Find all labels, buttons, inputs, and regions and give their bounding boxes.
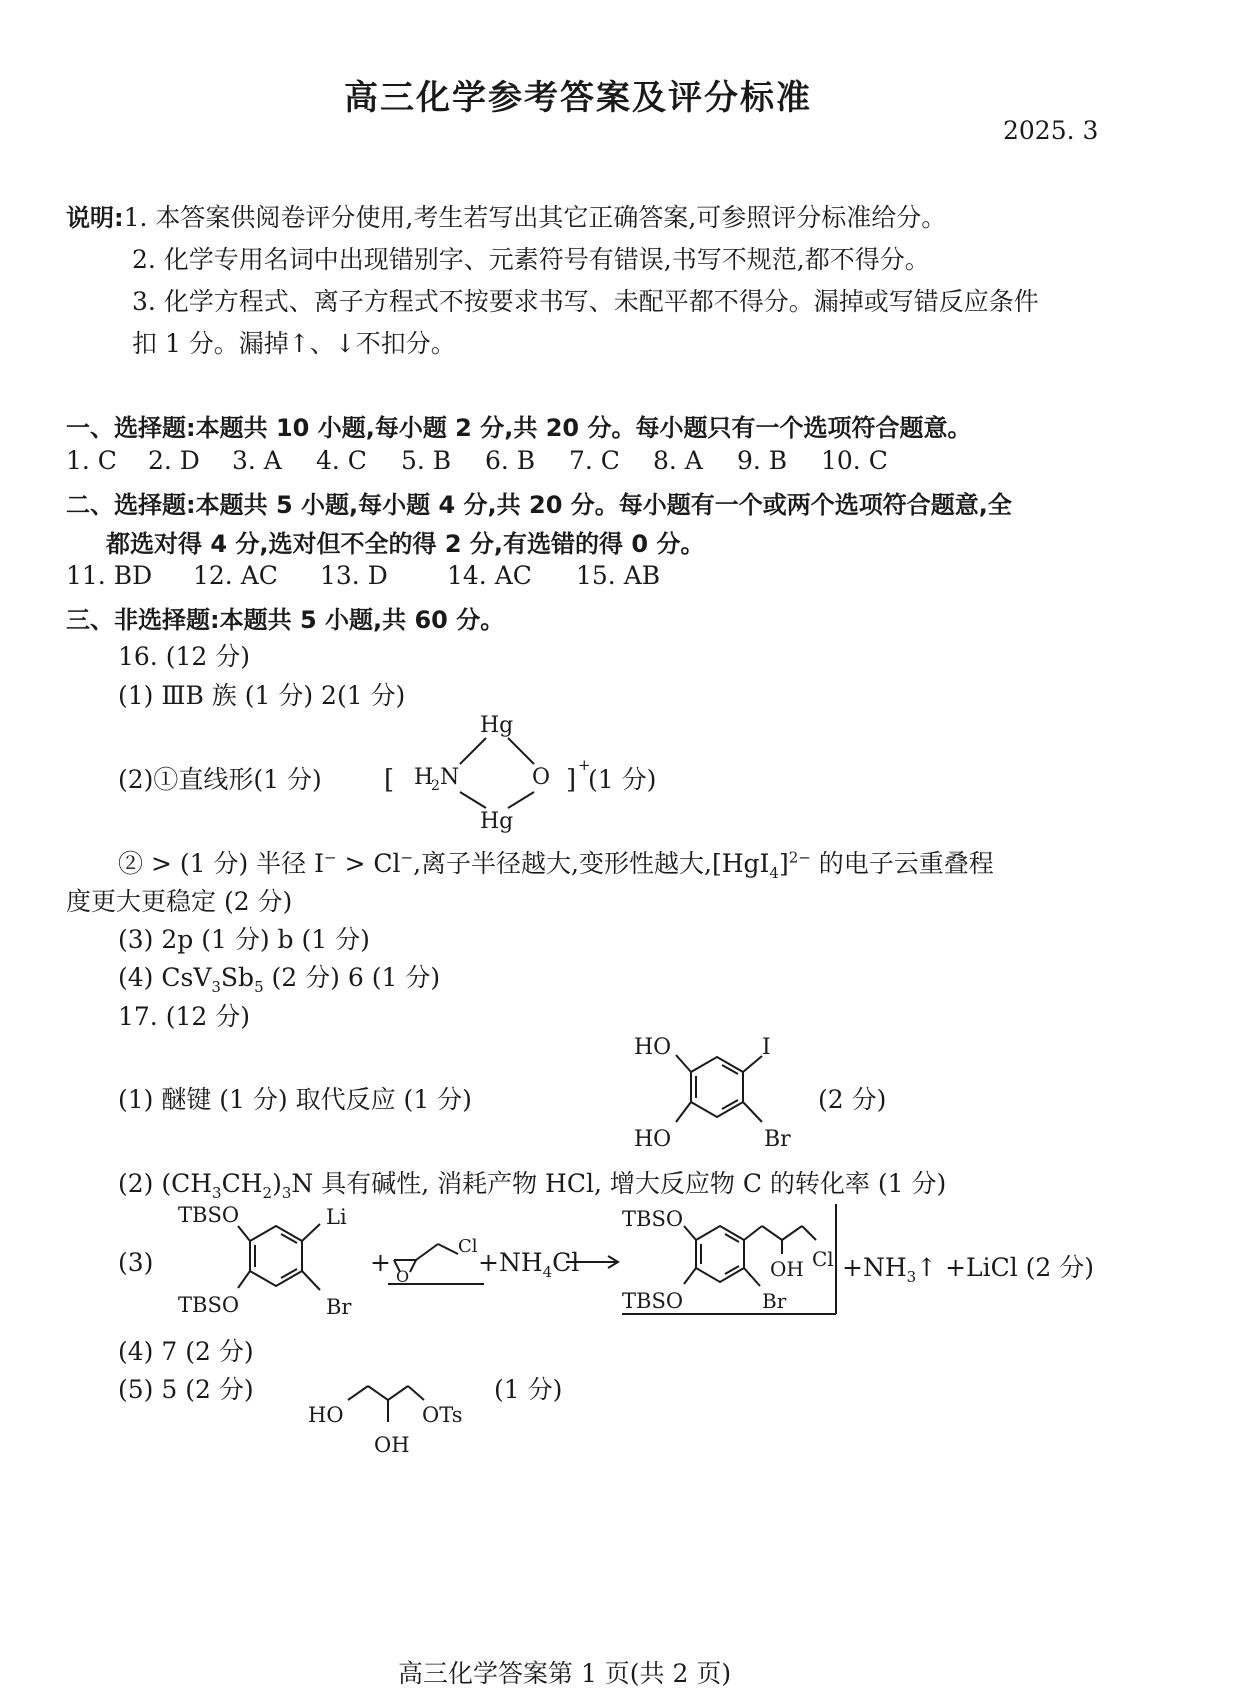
br-label: Br bbox=[762, 1289, 787, 1313]
answer-5: 5. B bbox=[401, 446, 452, 475]
q17-p2-sub2: 2 bbox=[262, 1184, 273, 1202]
answer-9: 9. B bbox=[737, 446, 788, 475]
section2-heading-1: 二、选择题:本题共 5 小题,每小题 4 分,共 20 分。每小题有一个或两个选项符合题意,全 bbox=[66, 491, 1012, 519]
ring-double-1 bbox=[281, 1234, 297, 1243]
q17-p2-c: ) bbox=[272, 1169, 282, 1198]
bond-n-hg-top bbox=[460, 738, 486, 764]
q17-heading: 17. (12 分) bbox=[118, 1002, 250, 1031]
bond-n-hg-bottom bbox=[460, 792, 486, 808]
q17-part4: (4) 7 (2 分) bbox=[118, 1337, 254, 1366]
nh3-b: ↑ +LiCl (2 分) bbox=[916, 1253, 1095, 1282]
epoxide-cl-label: Cl bbox=[458, 1236, 478, 1257]
q17-part3-tail bbox=[842, 1248, 1094, 1286]
notes-item-2: 2. 化学专用名词中出现错别字、元素符号有错误,书写不规范,都不得分。 bbox=[132, 245, 930, 274]
chain-bond-3 bbox=[388, 1386, 408, 1400]
q16-part2-second-cont: 度更大更稳定 (2 分) bbox=[66, 887, 293, 916]
answer-7: 7. C bbox=[569, 446, 620, 475]
q16-p3-sup3: 2− bbox=[788, 848, 811, 867]
q16-p3-sup1: − bbox=[323, 848, 337, 867]
chain-bond-2 bbox=[368, 1386, 388, 1400]
q17-p2-b: CH bbox=[221, 1169, 263, 1198]
q16-part3: (3) 2p (1 分) b (1 分) bbox=[118, 925, 370, 954]
bond-ho-top bbox=[676, 1055, 691, 1072]
br-label: Br bbox=[764, 1127, 791, 1152]
answer-4: 4. C bbox=[316, 446, 367, 475]
chain-bond-2 bbox=[762, 1226, 782, 1240]
epoxide-o-label: O bbox=[396, 1267, 410, 1286]
page-footer: 高三化学答案第 1 页(共 2 页) bbox=[398, 1659, 732, 1688]
answer-14: 14. AC bbox=[447, 561, 532, 590]
notes-label: 说明: bbox=[66, 204, 124, 232]
answer-2: 2. D bbox=[148, 446, 200, 475]
q17-part1: (1) 醚键 (1 分) 取代反应 (1 分) bbox=[118, 1085, 472, 1114]
chain-bond-4 bbox=[408, 1386, 424, 1400]
q16-p5-b: Sb bbox=[220, 963, 255, 992]
q17-part1-structure bbox=[628, 1030, 828, 1158]
reaction-arrow bbox=[564, 1250, 624, 1274]
h-label: H bbox=[414, 765, 434, 790]
tbso-top-label: TBSO bbox=[622, 1207, 684, 1231]
q16-p5-sub2: 5 bbox=[254, 978, 264, 996]
q17-p2-sub3: 3 bbox=[281, 1184, 292, 1202]
tbso-bottom-label: TBSO bbox=[178, 1293, 240, 1317]
tbso-top-label: TBSO bbox=[178, 1203, 240, 1227]
q16-p3-e: 的电子云重叠程 bbox=[810, 849, 994, 878]
chain-bond-2 bbox=[438, 1244, 458, 1254]
answer-13: 13. D bbox=[320, 561, 388, 590]
o-label: O bbox=[532, 765, 551, 790]
h-subscript: 2 bbox=[431, 778, 440, 794]
benzene-ring bbox=[696, 1226, 744, 1282]
bond-br bbox=[743, 1102, 762, 1122]
nh3-a: +NH bbox=[842, 1253, 907, 1282]
answer-1: 1. C bbox=[66, 446, 117, 475]
n-label: N bbox=[440, 765, 460, 790]
q16-p5-a: (4) CsV bbox=[118, 963, 212, 992]
answer-12: 12. AC bbox=[193, 561, 278, 590]
q16-p5-c: (2 分) 6 (1 分) bbox=[263, 963, 441, 992]
answer-8: 8. A bbox=[653, 446, 703, 475]
bond-ho-bottom bbox=[676, 1102, 691, 1122]
charge-plus: + bbox=[578, 756, 591, 774]
q16-part2-second bbox=[118, 844, 994, 882]
bond-br bbox=[302, 1271, 320, 1290]
q16-part2-prefix: (2)①直线形(1 分) bbox=[118, 765, 322, 794]
q16-heading: 16. (12 分) bbox=[118, 642, 250, 671]
hg-top-label: Hg bbox=[480, 713, 514, 738]
q17-p2-d: N 具有碱性, 消耗产物 HCl, 增大反应物 C 的转化率 (1 分) bbox=[291, 1169, 947, 1198]
bracket-open: [ bbox=[384, 765, 395, 795]
bond-tbso-top bbox=[238, 1226, 250, 1241]
ring-double-2 bbox=[722, 1100, 738, 1109]
bond-tbso-bottom bbox=[684, 1268, 696, 1284]
q17-product-structure bbox=[616, 1200, 844, 1318]
q17-part1-score: (2 分) bbox=[818, 1085, 887, 1114]
bond-tbso-top bbox=[684, 1226, 696, 1240]
q17-part5: (5) 5 (2 分) bbox=[118, 1375, 254, 1404]
q17-p2-a: (2) (CH bbox=[118, 1169, 213, 1198]
q16-p5-sub1: 3 bbox=[211, 978, 221, 996]
notes-line-1 bbox=[66, 198, 946, 234]
q16-p3-a: ② > (1 分) 半径 I bbox=[118, 849, 324, 878]
section1-heading: 一、选择题:本题共 10 小题,每小题 2 分,共 20 分。每小题只有一个选项符合题意。 bbox=[66, 414, 972, 442]
cl-label: Cl bbox=[812, 1247, 834, 1271]
ring-double-2 bbox=[281, 1269, 297, 1278]
nh4cl-a: +NH bbox=[478, 1248, 543, 1277]
bracket-close: ] bbox=[566, 765, 577, 795]
nh4cl-sub: 4 bbox=[542, 1263, 553, 1281]
section3-heading: 三、非选择题:本题共 5 小题,共 60 分。 bbox=[66, 606, 505, 634]
q16-p3-c: ,离子半径越大,变形性越大,[HgI bbox=[413, 849, 770, 878]
chain-bond-1 bbox=[416, 1244, 438, 1260]
nh3-sub: 3 bbox=[906, 1268, 917, 1286]
section2-answers bbox=[66, 561, 660, 590]
ho-top-label: HO bbox=[634, 1035, 672, 1060]
q16-part4 bbox=[118, 958, 440, 996]
benzene-ring bbox=[250, 1226, 302, 1286]
q17-reactant-structure bbox=[172, 1200, 372, 1324]
chain-bond-1 bbox=[744, 1226, 762, 1240]
bond-tbso-bottom bbox=[238, 1271, 250, 1288]
tbso-bottom-label: TBSO bbox=[622, 1289, 684, 1313]
li-label: Li bbox=[326, 1205, 347, 1229]
bond-cl bbox=[802, 1226, 816, 1240]
q17-part2 bbox=[118, 1164, 946, 1202]
answer-15: 15. AB bbox=[576, 561, 661, 590]
chain-bond-3 bbox=[782, 1226, 802, 1240]
epoxide-structure bbox=[386, 1228, 490, 1288]
bond-li bbox=[302, 1224, 320, 1241]
date: 2025. 3 bbox=[1003, 116, 1099, 145]
section1-answers bbox=[66, 446, 888, 475]
q16-part1: (1) ⅢB 族 (1 分) 2(1 分) bbox=[118, 681, 406, 710]
ho-label: HO bbox=[308, 1403, 344, 1427]
i-label: I bbox=[762, 1035, 771, 1060]
hg-bottom-label: Hg bbox=[480, 809, 514, 834]
q17-part5-structure bbox=[300, 1368, 480, 1460]
oh-label: OH bbox=[770, 1257, 804, 1281]
q17-part5-score: (1 分) bbox=[494, 1375, 563, 1404]
ho-bottom-label: HO bbox=[634, 1127, 672, 1152]
bond-i bbox=[743, 1056, 762, 1072]
answer-3: 3. A bbox=[232, 446, 282, 475]
notes-item-3-cont: 扣 1 分。漏掉↑、↓不扣分。 bbox=[132, 329, 456, 358]
bond-hg-bottom-o bbox=[508, 792, 534, 808]
page-title: 高三化学参考答案及评分标准 bbox=[344, 78, 812, 118]
br-label: Br bbox=[326, 1295, 352, 1319]
plus-1: + bbox=[370, 1248, 391, 1277]
oh-label: OH bbox=[374, 1433, 410, 1457]
answer-11: 11. BD bbox=[66, 561, 153, 590]
ring-double-1 bbox=[722, 1065, 738, 1074]
epoxide-bond-co-right bbox=[410, 1260, 416, 1272]
q16-p3-sub: 4 bbox=[769, 864, 779, 882]
bond-hg-top-o bbox=[508, 738, 534, 764]
answer-6: 6. B bbox=[485, 446, 536, 475]
q16-part2-score: (1 分) bbox=[588, 765, 657, 794]
notes-item-3: 3. 化学方程式、离子方程式不按要求书写、未配平都不得分。漏掉或写错反应条件 bbox=[132, 287, 1039, 316]
chain-bond-1 bbox=[348, 1386, 368, 1400]
section2-heading-2: 都选对得 4 分,选对但不全的得 2 分,有选错的得 0 分。 bbox=[106, 530, 705, 558]
notes-item-1: 1. 本答案供阅卷评分使用,考生若写出其它正确答案,可参照评分标准给分。 bbox=[123, 203, 947, 232]
answer-10: 10. C bbox=[821, 446, 888, 475]
ots-label: OTs bbox=[422, 1403, 463, 1427]
q16-p3-sup2: − bbox=[400, 848, 414, 867]
q17-p2-sub1: 3 bbox=[212, 1184, 222, 1202]
q16-p3-b: > Cl bbox=[336, 849, 401, 878]
q16-p3-d: ] bbox=[778, 849, 789, 878]
benzene-ring bbox=[691, 1057, 743, 1117]
bond-br bbox=[744, 1268, 760, 1286]
q17-part3-label: (3) bbox=[118, 1248, 154, 1277]
nh4cl-b: Cl bbox=[552, 1248, 580, 1277]
